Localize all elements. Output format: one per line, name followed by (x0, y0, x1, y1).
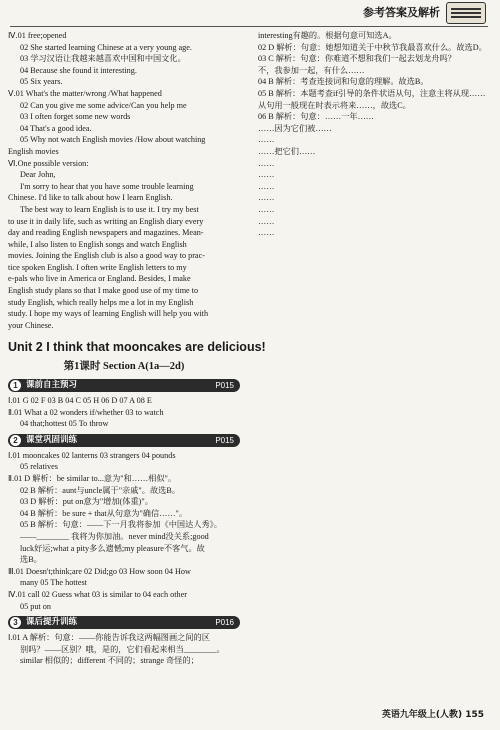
answer-line: …… (258, 228, 275, 238)
section-page: P016 (215, 618, 234, 628)
answer-line: …… (258, 181, 275, 191)
answer-line: 02 Can you give me some advice/Can you help me (20, 100, 187, 110)
answer-line: 02 She started learning Chinese at a very young age. (20, 42, 192, 52)
answer-line: 05 put on (20, 601, 51, 611)
answer-line: 03 D 解析：put on意为"增加(体重)"。 (20, 497, 153, 507)
answer-line: Ⅰ.01 G 02 F 03 B 04 C 05 H 06 D 07 A 08 E (8, 396, 152, 406)
answer-line: 03 C 解析：句意：你难道不想和我们一起去划龙舟吗？ (258, 54, 456, 64)
page-footer: 英语九年级上(人教) 155 (381, 710, 484, 720)
answer-line: day and reading English newspapers and magazines. Mean- (8, 228, 204, 238)
lesson-title: 第1课时 Section A(1a—2d) (63, 361, 185, 373)
section-band (8, 616, 240, 629)
answer-line: 从句用一般现在时表示将来……，故选C。 (258, 100, 411, 110)
answer-line: ……因为它们被…… (258, 123, 332, 133)
answer-line: 别吗？——区别？哦，是的，它们看起来相当________。 (20, 644, 225, 654)
answer-line: 05 relatives (20, 462, 58, 472)
page-header (0, 0, 500, 24)
answer-line: 03 学习汉语让我越来越喜欢中国和中国文化。 (20, 54, 186, 64)
answer-line: Ⅵ.One possible version: (8, 158, 89, 168)
answer-line: 04 that;hottest 05 To throw (20, 419, 109, 429)
section-number: 2 (10, 435, 21, 446)
section-page: P015 (215, 435, 234, 445)
answer-line: …… (258, 135, 275, 145)
answer-line: English study plans so that I make good use of my time to (8, 286, 199, 296)
section-page: P015 (215, 381, 234, 391)
unit-title: Unit 2 I think that mooncakes are delicious! (8, 340, 266, 355)
answer-line: 05 B 解析：本题考查if引导的条件状语从句，注意主将从现…… (258, 88, 486, 98)
answer-line: ——________ 我将为你加油。never mind没关系;good (20, 531, 209, 541)
answer-line: …… (258, 193, 275, 203)
section-label: 课后提升训练 (26, 617, 78, 628)
answer-line: tice spoken English. I often write English letters to my (8, 262, 187, 272)
answer-line: 05 Why not watch English movies /How about watching (20, 135, 206, 145)
answer-line: 05 Six years. (20, 77, 63, 87)
section-band (8, 434, 240, 447)
answer-line: interesting有趣的。根据句意可知选A。 (258, 31, 397, 40)
answer-line: ……把它们…… (258, 146, 316, 156)
answer-line: Ⅲ.01 Doesn't;think;are 02 Did;go 03 How soon 04 How (8, 566, 191, 576)
answer-line: to use it in daily life, such as writing an English diary every (8, 216, 204, 226)
answer-line: similar 相似的；different 不同的；strange 奇怪的； (20, 656, 199, 666)
book-logo-icon (446, 2, 486, 24)
answer-line: Ⅱ.01 What a 02 wonders if/whether 03 to watch (8, 407, 164, 417)
section-label: 课前自主预习 (26, 380, 78, 391)
answer-line: I'm sorry to hear that you have some trouble learning (20, 181, 194, 191)
answer-line: …… (258, 204, 275, 214)
answer-line: Ⅴ.01 What's the matter/wrong /What happened (8, 88, 162, 98)
answer-line: your Chinese. (8, 320, 54, 330)
answer-line: Ⅱ.01 D 解析：be similar to...意为"和……相似"。 (8, 474, 177, 483)
answer-line: 02 B 解析：aunt与uncle属于"亲戚"。故选B。 (20, 485, 180, 495)
answer-line: …… (258, 170, 275, 180)
section-number: 3 (10, 617, 21, 628)
answer-line: 06 B 解析：句意：……一年…… (258, 112, 374, 122)
answer-line: many 05 The hottest (20, 578, 87, 588)
section-label: 课堂巩固训练 (26, 434, 78, 445)
answer-line: 04 That's a good idea. (20, 123, 92, 133)
answer-line: Chinese. I'd like to talk about how I learn English. (8, 193, 173, 203)
answer-line: e-pals who live in America or England. Besides, I make (8, 274, 191, 284)
answer-line: English movies (8, 146, 59, 156)
answer-line: movies. Joining the English club is also a good way to prac- (8, 251, 205, 261)
header-rule (10, 26, 488, 27)
left-column (8, 30, 266, 667)
answer-line: Ⅳ.01 free;opened (8, 31, 67, 40)
answer-line: 03 I often forget some new words (20, 112, 131, 122)
answer-line: 不，我参加一起，有什么…… (258, 65, 365, 75)
answer-line: …… (258, 158, 275, 168)
answer-line: Ⅳ.01 call 02 Guess what 03 is similar to 04 each other (8, 589, 188, 599)
answer-line: Dear John, (20, 170, 56, 180)
right-column (258, 30, 494, 239)
answer-line: while, I also listen to English songs and watch English (8, 239, 187, 249)
answer-line: Ⅰ.01 A 解析：句意：——你能告诉我这两幅图画之间的区 (8, 633, 210, 643)
answer-line: 04 B 解析：be sure + that从句意为"确信……"。 (20, 508, 188, 518)
answer-line: study. I hope my ways of learning English will help you with (8, 309, 209, 319)
answer-line: …… (258, 216, 275, 226)
answer-line: 选B。 (20, 555, 42, 565)
answer-line: 04 B 解析：考查连接词和句意的理解。故选B。 (258, 77, 429, 87)
answer-line: 04 Because she found it interesting. (20, 65, 137, 75)
answer-line: Ⅰ.01 mooncakes 02 lanterns 03 strangers 04 pounds (8, 450, 176, 460)
answer-line: The best way to learn English is to use it. I try my best (20, 204, 199, 214)
answer-line: 02 D 解析：句意：她想知道关于中秋节我最喜欢什么。故选D。 (258, 42, 487, 52)
answer-line: 05 B 解析：句意：——下一月我将参加《中国达人秀》。 (20, 520, 222, 530)
section-band (8, 379, 240, 392)
section-number: 1 (10, 380, 21, 391)
header-title: 参考答案及解析 (363, 6, 440, 19)
answer-line: study English, which really helps me a lot in my English (8, 297, 194, 307)
answer-line: luck好运;what a pity多么遗憾;my pleasure不客气。故 (20, 543, 205, 553)
